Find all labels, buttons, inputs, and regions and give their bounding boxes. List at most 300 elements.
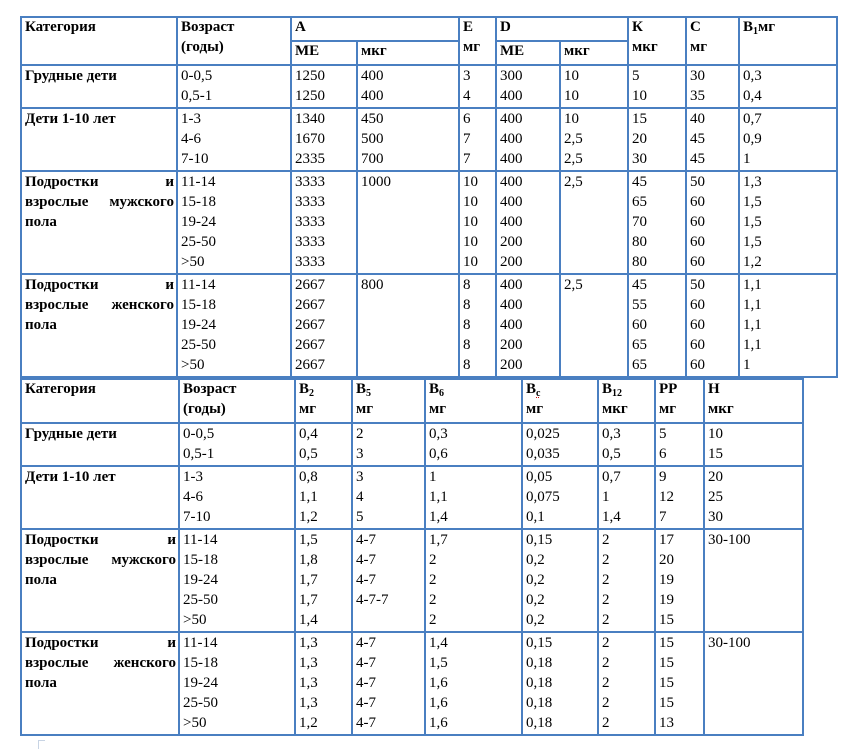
- cell-value: 5: [659, 426, 667, 442]
- cell-value: 1,8: [299, 552, 318, 568]
- cell-value: 1-3: [183, 469, 203, 485]
- b6-cell: [425, 529, 522, 632]
- cell-value: 10: [564, 111, 579, 127]
- category-cell: Грудные дети: [21, 423, 179, 466]
- header-D-mkg: мкг: [560, 41, 628, 65]
- cell-value: 1: [743, 357, 751, 373]
- cell-value: [356, 610, 422, 630]
- cell-value: 45: [632, 277, 647, 293]
- header-E-unit: мг: [463, 39, 481, 55]
- cell-value: 1,1: [743, 337, 762, 353]
- cell-value: 1,5: [743, 194, 762, 210]
- cell-value: 1: [743, 151, 751, 167]
- cell-value: 4-7: [356, 715, 376, 731]
- header-A-me: МЕ: [291, 41, 357, 65]
- cell-value: 0,7: [743, 111, 762, 127]
- cell-value: 1,1: [743, 277, 762, 293]
- cell-value: 0,3: [743, 68, 762, 84]
- cell-value: 13: [659, 715, 674, 731]
- cell-value: 17: [659, 532, 674, 548]
- pp-cell: [655, 632, 704, 735]
- cell-value: 15: [659, 635, 674, 651]
- cell-value: 0-0,5: [183, 426, 215, 442]
- header-E: [459, 17, 496, 65]
- vitamin-table-1: [20, 16, 838, 378]
- cell-value: 2: [429, 612, 437, 628]
- header-H-letter: Н: [708, 381, 720, 397]
- cell-value: 400: [500, 297, 523, 313]
- cell-value: 4-7-7: [356, 592, 389, 608]
- ages-cell: [177, 65, 291, 108]
- e-cell: [459, 171, 496, 274]
- cell-value: 8: [463, 337, 471, 353]
- header-age-line2: (годы): [181, 39, 224, 55]
- cell-value: 7-10: [183, 509, 211, 525]
- cell-value: 2: [602, 552, 610, 568]
- cell-value: 4-7: [356, 532, 376, 548]
- header-PP: [655, 379, 704, 423]
- ages-cell: [179, 466, 295, 529]
- cell-value: 0,075: [526, 489, 560, 505]
- cell-value: 6: [659, 446, 667, 462]
- d-mkg-cell: [560, 108, 628, 171]
- cell-value: 2335: [295, 151, 325, 167]
- cell-value: 400: [500, 174, 523, 190]
- cell-value: 5: [632, 68, 640, 84]
- cell-value: 15-18: [181, 194, 216, 210]
- cell-value: 60: [632, 317, 647, 333]
- header-K: [628, 17, 686, 65]
- cell-value: 3333: [295, 254, 325, 270]
- header-H-unit: мкг: [708, 401, 734, 417]
- b12-cell: [598, 423, 655, 466]
- c-cell: [686, 274, 739, 377]
- cell-value: 1,1: [429, 489, 448, 505]
- cell-value: 1,3: [299, 695, 318, 711]
- cell-value: 19-24: [181, 317, 216, 333]
- a-me-cell: [291, 274, 357, 377]
- cell-value: 400: [500, 111, 523, 127]
- category-cell: Грудные дети: [21, 65, 177, 108]
- cell-value: 30: [632, 151, 647, 167]
- b12-cell: [598, 466, 655, 529]
- cell-value: 1,2: [299, 715, 318, 731]
- bc-cell: [522, 632, 598, 735]
- cell-value: 0,18: [526, 695, 553, 711]
- cell-value: 15: [632, 111, 647, 127]
- cell-value: 4-7: [356, 675, 376, 691]
- cell-value: 7: [659, 509, 667, 525]
- header-B2: [295, 379, 352, 423]
- h-cell: [704, 632, 803, 735]
- cell-value: 70: [632, 214, 647, 230]
- cell-value: 15: [659, 612, 674, 628]
- h-cell: [704, 529, 803, 632]
- cell-value: 80: [632, 254, 647, 270]
- cell-value: 1,4: [429, 509, 448, 525]
- cell-value: 10: [564, 68, 579, 84]
- table-row: [21, 108, 837, 171]
- cell-value: 3333: [295, 194, 325, 210]
- b2-cell: [295, 423, 352, 466]
- cell-value: 2: [602, 715, 610, 731]
- cell-value: 19: [659, 572, 674, 588]
- b5-cell: [352, 632, 425, 735]
- b6-cell: [425, 423, 522, 466]
- cell-value: 0,5-1: [183, 446, 215, 462]
- corner-mark: [38, 740, 45, 749]
- b6-cell: [425, 632, 522, 735]
- cell-value: 0,15: [526, 635, 553, 651]
- cell-value: 0,18: [526, 655, 553, 671]
- a-me-cell: [291, 108, 357, 171]
- cell-value: 2667: [295, 297, 325, 313]
- d-mkg-cell: [560, 171, 628, 274]
- cell-value: 60: [690, 317, 705, 333]
- header-B12: [598, 379, 655, 423]
- cell-value: 60: [690, 254, 705, 270]
- cell-value: 2,5: [564, 174, 583, 190]
- b12-cell: [598, 632, 655, 735]
- header-PP-letter: РР: [659, 381, 678, 397]
- cell-value: 2: [602, 532, 610, 548]
- cell-value: 3: [356, 446, 364, 462]
- b5-cell: [352, 423, 425, 466]
- header-PP-unit: мг: [659, 401, 677, 417]
- c-cell: [686, 108, 739, 171]
- a-mkg-cell: [357, 274, 459, 377]
- cell-value: 0,9: [743, 131, 762, 147]
- cell-value: 4-7: [356, 572, 376, 588]
- cell-value: 450: [361, 111, 384, 127]
- cell-value: 10: [708, 426, 723, 442]
- cell-value: 10: [463, 254, 478, 270]
- table-row: [21, 529, 803, 632]
- header-B5-sub: 5: [366, 388, 372, 399]
- cell-value: 5: [356, 509, 364, 525]
- cell-value: 15-18: [183, 655, 218, 671]
- cell-value: 0,3: [429, 426, 448, 442]
- cell-value: 10: [564, 88, 579, 104]
- cell-value: 4: [356, 489, 364, 505]
- cell-value: 1,2: [299, 509, 318, 525]
- cell-value: 10: [463, 194, 478, 210]
- cell-value: 3333: [295, 214, 325, 230]
- cell-value: 1,2: [743, 254, 762, 270]
- header-category: Категория: [21, 17, 177, 65]
- cell-value: 25-50: [181, 337, 216, 353]
- header-Bc-unit: мг: [526, 401, 544, 417]
- cell-value: 1,5: [743, 234, 762, 250]
- cell-value: 3: [463, 68, 471, 84]
- header-B2-sub: 2: [309, 388, 315, 399]
- a-mkg-cell: [357, 171, 459, 274]
- header-K-letter: К: [632, 19, 643, 35]
- header-B12-sub: 12: [612, 388, 623, 399]
- cell-value: 1,4: [299, 612, 318, 628]
- category-cell: Подростки и взрослые женского пола: [21, 632, 179, 735]
- b1-cell: [739, 274, 837, 377]
- c-cell: [686, 65, 739, 108]
- ages-cell: [179, 423, 295, 466]
- cell-value: 1670: [295, 131, 325, 147]
- d-me-cell: [496, 108, 560, 171]
- a-mkg-cell: [357, 65, 459, 108]
- header-category: Категория: [21, 379, 179, 423]
- cell-value: 60: [690, 214, 705, 230]
- cell-value: 11-14: [181, 174, 216, 190]
- bc-cell: [522, 466, 598, 529]
- cell-value: 10: [463, 174, 478, 190]
- header-Bc-letter: В: [526, 381, 537, 397]
- cell-value: 1000: [361, 174, 391, 190]
- cell-value: 2: [602, 695, 610, 711]
- cell-value: 2,5: [564, 131, 583, 147]
- cell-value: 65: [632, 194, 647, 210]
- header-B5-unit: мг: [356, 401, 374, 417]
- table-row: [21, 274, 837, 377]
- cell-value: 25-50: [183, 695, 218, 711]
- header-C-unit: мг: [690, 39, 708, 55]
- cell-value: 1,3: [299, 675, 318, 691]
- cell-value: 500: [361, 131, 384, 147]
- cell-value: 15: [659, 695, 674, 711]
- d-me-cell: [496, 274, 560, 377]
- cell-value: 4-7: [356, 655, 376, 671]
- cell-value: 0,18: [526, 715, 553, 731]
- header-B6: [425, 379, 522, 423]
- header-B1-sub: 1: [753, 26, 759, 37]
- cell-value: 15-18: [183, 552, 218, 568]
- e-cell: [459, 65, 496, 108]
- cell-value: >50: [183, 612, 207, 628]
- cell-value: 0,5: [602, 446, 621, 462]
- cell-value: 1,7: [299, 592, 318, 608]
- header-B6-letter: В: [429, 381, 440, 397]
- cell-value: 2: [602, 592, 610, 608]
- header-row: [21, 379, 803, 423]
- cell-value: 2: [356, 426, 364, 442]
- k-cell: [628, 108, 686, 171]
- cell-value: 400: [361, 88, 384, 104]
- cell-value: 30-100: [708, 532, 751, 548]
- cell-value: 25-50: [181, 234, 216, 250]
- cell-value: 65: [632, 337, 647, 353]
- cell-value: 1,5: [299, 532, 318, 548]
- b1-cell: [739, 171, 837, 274]
- cell-value: 1,3: [299, 655, 318, 671]
- cell-value: 0,035: [526, 446, 560, 462]
- b1-cell: [739, 65, 837, 108]
- cell-value: 60: [690, 297, 705, 313]
- cell-value: 1250: [295, 88, 325, 104]
- a-mkg-cell: [357, 108, 459, 171]
- cell-value: 1,6: [429, 675, 448, 691]
- cell-value: 4: [463, 88, 471, 104]
- header-age: [177, 17, 291, 65]
- cell-value: 200: [500, 337, 523, 353]
- cell-value: 2: [429, 592, 437, 608]
- cell-value: 2667: [295, 337, 325, 353]
- h-cell: [704, 423, 803, 466]
- cell-value: 25-50: [183, 592, 218, 608]
- c-cell: [686, 171, 739, 274]
- cell-value: 11-14: [183, 635, 218, 651]
- b1-cell: [739, 108, 837, 171]
- table-row: [21, 65, 837, 108]
- cell-value: 700: [361, 151, 384, 167]
- e-cell: [459, 274, 496, 377]
- cell-value: 2667: [295, 277, 325, 293]
- header-B12-unit: мкг: [602, 401, 628, 417]
- cell-value: 0,18: [526, 675, 553, 691]
- pp-cell: [655, 423, 704, 466]
- ages-cell: [177, 108, 291, 171]
- cell-value: 1,6: [429, 695, 448, 711]
- cell-value: 11-14: [183, 532, 218, 548]
- cell-value: 1,5: [743, 214, 762, 230]
- header-B5: [352, 379, 425, 423]
- bc-cell: [522, 529, 598, 632]
- cell-value: 65: [632, 357, 647, 373]
- header-B1: [739, 17, 837, 65]
- cell-value: 1250: [295, 68, 325, 84]
- cell-value: 0,2: [526, 572, 545, 588]
- ages-cell: [177, 274, 291, 377]
- cell-value: 80: [632, 234, 647, 250]
- bc-cell: [522, 423, 598, 466]
- cell-value: 19-24: [183, 675, 218, 691]
- ages-cell: [177, 171, 291, 274]
- cell-value: 0,05: [526, 469, 553, 485]
- cell-value: 15: [659, 655, 674, 671]
- ages-cell: [179, 529, 295, 632]
- cell-value: 45: [690, 151, 705, 167]
- cell-value: 30: [690, 68, 705, 84]
- cell-value: >50: [181, 357, 205, 373]
- b2-cell: [295, 529, 352, 632]
- cell-value: 400: [500, 317, 523, 333]
- cell-value: 1: [429, 469, 437, 485]
- cell-value: 25: [708, 489, 723, 505]
- header-B2-letter: В: [299, 381, 310, 397]
- cell-value: 40: [690, 111, 705, 127]
- cell-value: >50: [183, 715, 207, 731]
- cell-value: 45: [632, 174, 647, 190]
- a-me-cell: [291, 65, 357, 108]
- cell-value: 4-6: [183, 489, 203, 505]
- pp-cell: [655, 466, 704, 529]
- cell-value: 19-24: [181, 214, 216, 230]
- cell-value: 60: [690, 234, 705, 250]
- header-B5-letter: В: [356, 381, 367, 397]
- cell-value: 7-10: [181, 151, 209, 167]
- cell-value: 400: [500, 151, 523, 167]
- category-cell: Дети 1-10 лет: [21, 108, 177, 171]
- cell-value: 60: [690, 194, 705, 210]
- table-row: [21, 171, 837, 274]
- header-C: [686, 17, 739, 65]
- cell-value: 1,4: [602, 509, 621, 525]
- header-B6-unit: мг: [429, 401, 447, 417]
- cell-value: 55: [632, 297, 647, 313]
- cell-value: 15: [659, 675, 674, 691]
- cell-value: 4-7: [356, 635, 376, 651]
- cell-value: 6: [463, 111, 471, 127]
- cell-value: 1-3: [181, 111, 201, 127]
- cell-value: 0,2: [526, 612, 545, 628]
- cell-value: 30: [708, 509, 723, 525]
- cell-value: 10: [463, 214, 478, 230]
- b5-cell: [352, 529, 425, 632]
- cell-value: 0,7: [602, 469, 621, 485]
- header-B6-sub: 6: [439, 388, 445, 399]
- header-B2-unit: мг: [299, 401, 317, 417]
- cell-value: 45: [690, 131, 705, 147]
- cell-value: 7: [463, 131, 471, 147]
- cell-value: 8: [463, 277, 471, 293]
- header-age-line1: Возраст: [183, 381, 237, 397]
- cell-value: 2: [602, 655, 610, 671]
- k-cell: [628, 171, 686, 274]
- ages-cell: [179, 632, 295, 735]
- cell-value: 0,2: [526, 552, 545, 568]
- header-B1-unit: мг: [758, 19, 776, 35]
- cell-value: 3333: [295, 174, 325, 190]
- d-mkg-cell: [560, 65, 628, 108]
- cell-value: 1,1: [743, 317, 762, 333]
- cell-value: 15: [708, 446, 723, 462]
- header-A: А: [291, 17, 459, 41]
- cell-value: 20: [708, 469, 723, 485]
- cell-value: 1,1: [743, 297, 762, 313]
- header-A-mkg: мкг: [357, 41, 459, 65]
- header-D-me: МЕ: [496, 41, 560, 65]
- d-mkg-cell: [560, 274, 628, 377]
- b2-cell: [295, 632, 352, 735]
- category-cell: Подростки и взрослые мужского пола: [21, 171, 177, 274]
- cell-value: 0,15: [526, 532, 553, 548]
- cell-value: 60: [690, 337, 705, 353]
- table-row: [21, 423, 803, 466]
- vitamin-table-2: [20, 378, 804, 736]
- cell-value: 2: [429, 552, 437, 568]
- cell-value: 1,6: [429, 715, 448, 731]
- cell-value: 1,3: [299, 635, 318, 651]
- cell-value: 2667: [295, 357, 325, 373]
- e-cell: [459, 108, 496, 171]
- cell-value: 4-7: [356, 695, 376, 711]
- cell-value: 2,5: [564, 277, 583, 293]
- cell-value: 50: [690, 174, 705, 190]
- k-cell: [628, 65, 686, 108]
- cell-value: >50: [181, 254, 205, 270]
- cell-value: 2,5: [564, 151, 583, 167]
- cell-value: 20: [632, 131, 647, 147]
- cell-value: 1340: [295, 111, 325, 127]
- cell-value: 50: [690, 277, 705, 293]
- cell-value: 2: [602, 572, 610, 588]
- cell-value: 19: [659, 592, 674, 608]
- k-cell: [628, 274, 686, 377]
- header-B1-letter: В: [743, 19, 754, 35]
- h-cell: [704, 466, 803, 529]
- cell-value: 9: [659, 469, 667, 485]
- cell-value: 60: [690, 357, 705, 373]
- a-me-cell: [291, 171, 357, 274]
- cell-value: 2: [429, 572, 437, 588]
- cell-value: 0,8: [299, 469, 318, 485]
